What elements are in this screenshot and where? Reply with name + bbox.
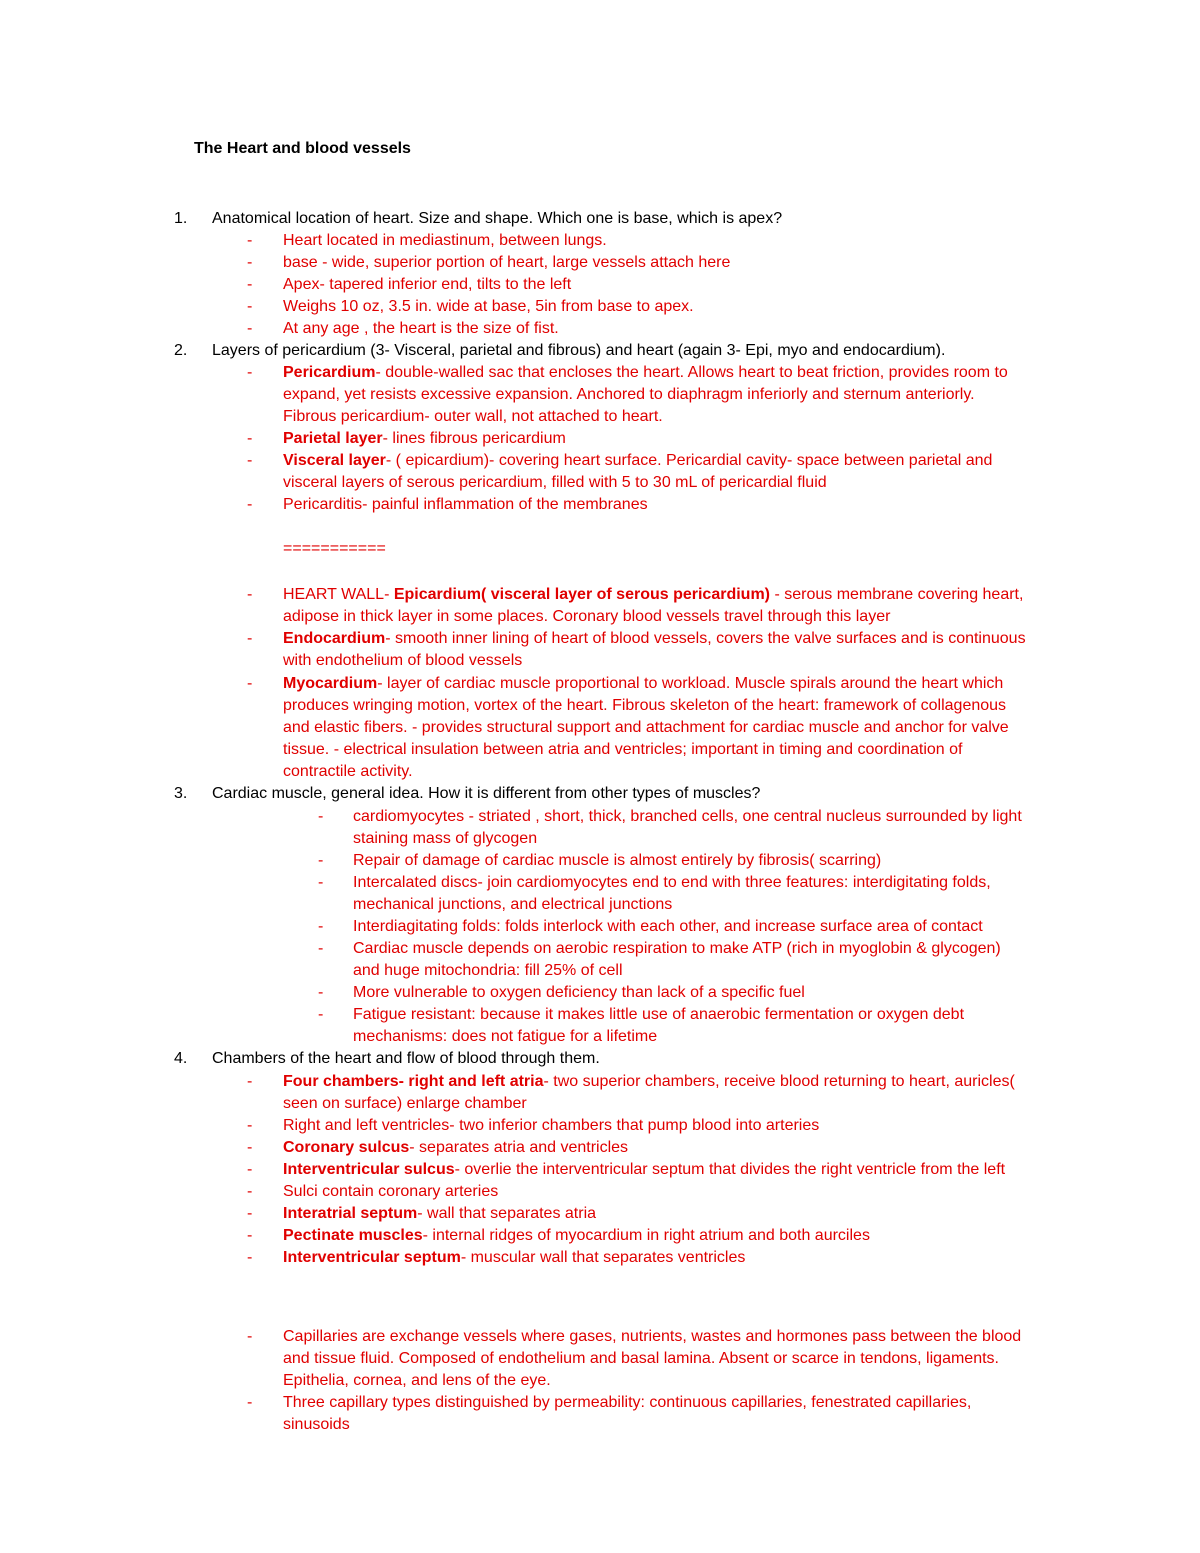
list-item-continuation: produces wringing motion, vortex of the heart. Fibrous skeleton of the heart: framework of collagenous [283, 697, 1007, 714]
list-item: Cardiac muscle depends on aerobic respiration to make ATP (rich in myoglobin & glycogen) [353, 940, 1001, 957]
term: Parietal layer [283, 430, 383, 447]
list-item-continuation: and huge mitochondria: fill 25% of cell [353, 962, 623, 979]
term: Epicardium( visceral layer of serous pericardium) [393, 586, 770, 603]
bullet: - [247, 452, 253, 469]
bullet: - [247, 1205, 253, 1222]
bullet: - [247, 276, 253, 293]
document-title: The Heart and blood vessels [194, 140, 411, 157]
bullet: - [318, 874, 324, 891]
bullet: - [247, 496, 253, 513]
section-2-number: 2. [174, 342, 188, 359]
bullet: - [318, 940, 324, 957]
list-item: Endocardium- smooth inner lining of heart of blood vessels, covers the valve surfaces and is continuous [283, 630, 1026, 647]
list-item-continuation: contractile activity. [283, 763, 413, 780]
list-item: Weighs 10 oz, 3.5 in. wide at base, 5in from base to apex. [283, 298, 694, 315]
bullet: - [247, 298, 253, 315]
bullet: - [247, 320, 253, 337]
bullet: - [247, 1394, 253, 1411]
list-item: Fatigue resistant: because it makes little use of anaerobic fermentation or oxygen debt [353, 1006, 965, 1023]
bullet: - [247, 1328, 253, 1345]
list-item: Pectinate muscles- internal ridges of myocardium in right atrium and both aurciles [283, 1227, 870, 1244]
list-item-continuation: and tissue fluid. Composed of endothelium and basal lamina. Absent or scarce in tendons, ligaments. [283, 1350, 999, 1367]
bullet: - [318, 808, 324, 825]
section-1-number: 1. [174, 210, 188, 227]
list-item: cardiomyocytes - striated , short, thick, branched cells, one central nucleus surrounded by light [353, 808, 1022, 825]
term: Coronary sulcus [283, 1139, 410, 1156]
list-item: Interventricular sulcus- overlie the interventricular septum that divides the right ventricle from the left [283, 1161, 1006, 1178]
list-item: Repair of damage of cardiac muscle is almost entirely by fibrosis( scarring) [353, 852, 882, 869]
list-item: Interventricular septum- muscular wall that separates ventricles [283, 1249, 746, 1266]
bullet: - [247, 630, 253, 647]
bullet: - [247, 232, 253, 249]
list-item-continuation: mechanical junctions, and electrical junctions [353, 896, 673, 913]
bullet: - [247, 1117, 253, 1134]
list-item: Sulci contain coronary arteries [283, 1183, 499, 1200]
list-item: Visceral layer- ( epicardium)- covering heart surface. Pericardial cavity- space between parietal and [283, 452, 993, 469]
list-item: Apex- tapered inferior end, tilts to the left [283, 276, 572, 293]
bullet: - [247, 254, 253, 271]
term: Interventricular sulcus [283, 1161, 455, 1178]
list-item-continuation: sinusoids [283, 1416, 350, 1433]
term: Pectinate muscles [283, 1227, 423, 1244]
term: Interatrial septum [283, 1205, 418, 1222]
section-4-number: 4. [174, 1050, 188, 1067]
bullet: - [247, 364, 253, 381]
bullet: - [247, 1183, 253, 1200]
list-item-continuation: staining mass of glycogen [353, 830, 538, 847]
bullet: - [318, 918, 324, 935]
list-item: Intercalated discs- join cardiomyocytes end to end with three features: interdigitating folds, [353, 874, 991, 891]
bullet: - [247, 1249, 253, 1266]
list-item: Four chambers- right and left atria- two superior chambers, receive blood returning to heart, auricles( [283, 1073, 1015, 1090]
separator: =========== [283, 540, 386, 557]
list-item-continuation: and elastic fibers. - provides structural support and attachment for cardiac muscle and anchor for valve [283, 719, 1009, 736]
section-4-heading: Chambers of the heart and flow of blood through them. [212, 1050, 600, 1067]
term: Interventricular septum [283, 1249, 461, 1266]
section-2-heading: Layers of pericardium (3- Visceral, parietal and fibrous) and heart (again 3- Epi, myo and endocardium). [212, 342, 946, 359]
list-item-continuation: tissue. - electrical insulation between atria and ventricles; important in timing and coordination of [283, 741, 963, 758]
list-item-continuation: Epithelia, cornea, and lens of the eye. [283, 1372, 551, 1389]
term: Myocardium [283, 675, 378, 692]
list-item: Pericarditis- painful inflammation of the membranes [283, 496, 648, 513]
term: Pericardium [283, 364, 376, 381]
bullet: - [247, 430, 253, 447]
section-3-heading: Cardiac muscle, general idea. How it is different from other types of muscles? [212, 785, 761, 802]
list-item: Three capillary types distinguished by permeability: continuous capillaries, fenestrated capillaries, [283, 1394, 972, 1411]
list-item-continuation: Fibrous pericardium- outer wall, not attached to heart. [283, 408, 663, 425]
list-item-continuation: visceral layers of serous pericardium, filled with 5 to 30 mL of pericardial fluid [283, 474, 827, 491]
list-item: base - wide, superior portion of heart, large vessels attach here [283, 254, 731, 271]
section-3-number: 3. [174, 785, 188, 802]
list-item: Parietal layer- lines fibrous pericardium [283, 430, 566, 447]
list-item-continuation: expand, yet resists excessive expansion. Anchored to diaphragm inferiorly and sternum anteriorly. [283, 386, 975, 403]
bullet: - [247, 1161, 253, 1178]
list-item-continuation: adipose in thick layer in some places. Coronary blood vessels travel through this layer [283, 608, 891, 625]
term: Visceral layer [283, 452, 386, 469]
bullet: - [247, 586, 253, 603]
bullet: - [247, 1139, 253, 1156]
term: Four chambers- right and left atria [283, 1073, 544, 1090]
list-item-continuation: with endothelium of blood vessels [283, 652, 523, 669]
bullet: - [247, 1227, 253, 1244]
list-item: Capillaries are exchange vessels where gases, nutrients, wastes and hormones pass between the blood [283, 1328, 1022, 1345]
bullet: - [318, 852, 324, 869]
list-item: Myocardium- layer of cardiac muscle proportional to workload. Muscle spirals around the heart which [283, 675, 1004, 692]
term: Endocardium [283, 630, 386, 647]
list-item: HEART WALL- Epicardium( visceral layer of serous pericardium) - serous membrane covering heart, [283, 586, 1024, 603]
list-item: Coronary sulcus- separates atria and ventricles [283, 1139, 629, 1156]
bullet: - [247, 675, 253, 692]
list-item: Interatrial septum- wall that separates atria [283, 1205, 597, 1222]
bullet: - [318, 984, 324, 1001]
list-item-continuation: mechanisms: does not fatigue for a lifetime [353, 1028, 658, 1045]
list-item: At any age , the heart is the size of fist. [283, 320, 559, 337]
bullet: - [318, 1006, 324, 1023]
list-item: Pericardium- double-walled sac that encloses the heart. Allows heart to beat friction, provides room to [283, 364, 1008, 381]
bullet: - [247, 1073, 253, 1090]
list-item: Right and left ventricles- two inferior chambers that pump blood into arteries [283, 1117, 820, 1134]
list-item: Interdiagitating folds: folds interlock with each other, and increase surface area of contact [353, 918, 983, 935]
section-1-heading: Anatomical location of heart. Size and shape. Which one is base, which is apex? [212, 210, 783, 227]
list-item: More vulnerable to oxygen deficiency than lack of a specific fuel [353, 984, 805, 1001]
list-item: Heart located in mediastinum, between lungs. [283, 232, 607, 249]
list-item-continuation: seen on surface) enlarge chamber [283, 1095, 527, 1112]
